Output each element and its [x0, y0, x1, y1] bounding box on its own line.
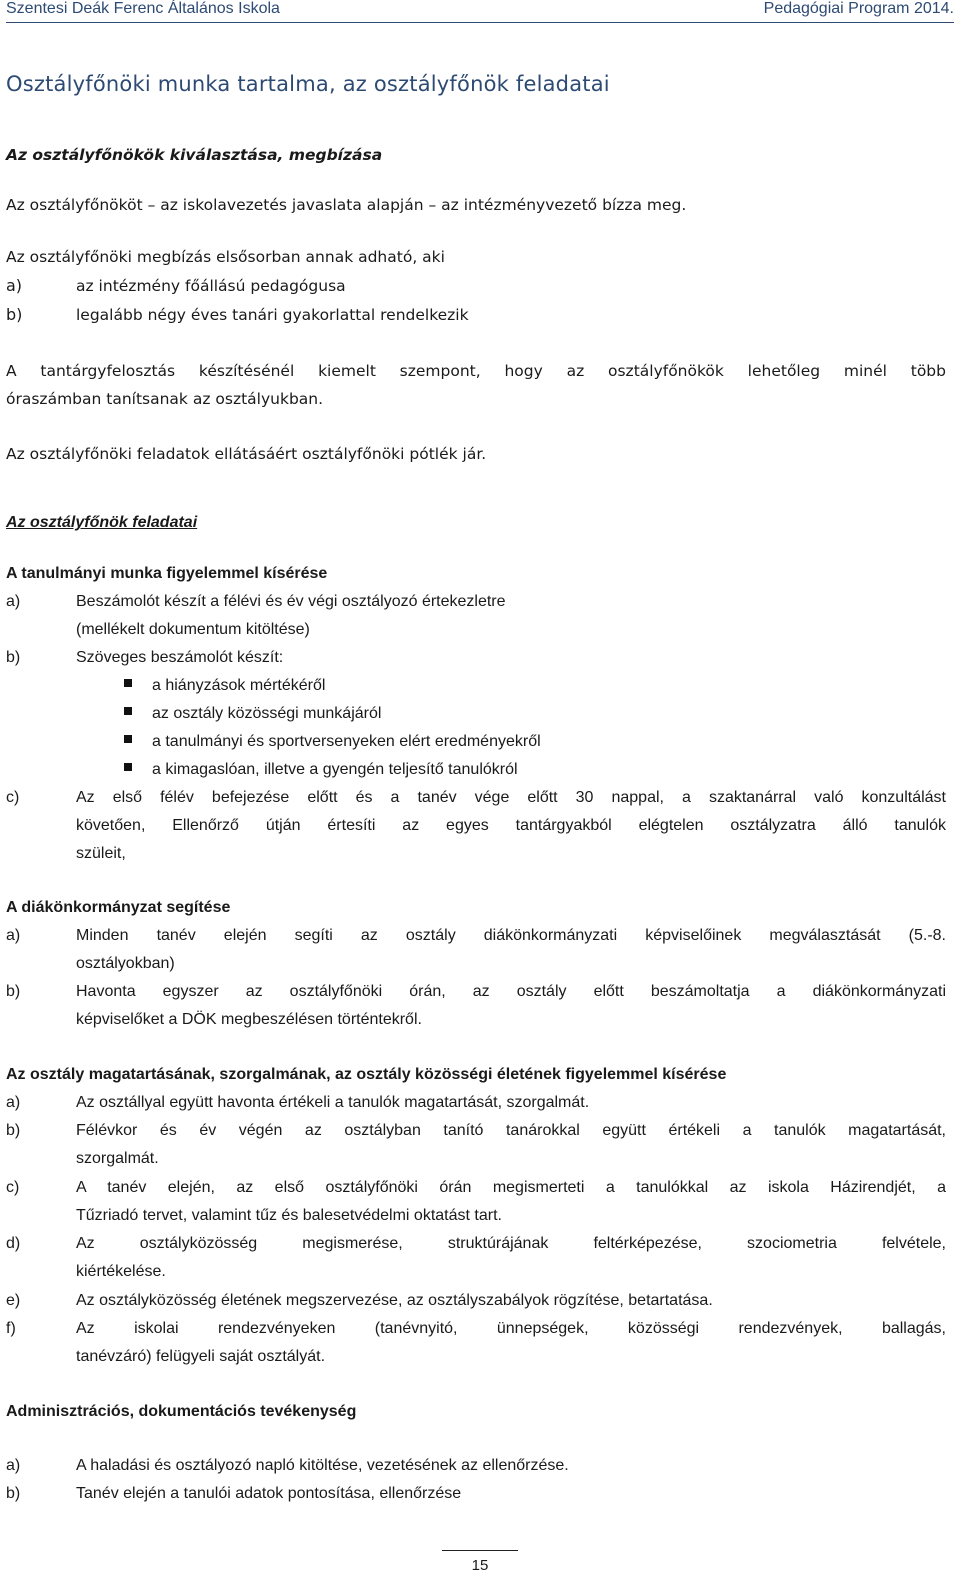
g2-b-label: b): [6, 983, 21, 1000]
g1-a-line-2: (mellékelt dokumentum kitöltése): [76, 621, 310, 638]
g3-b-label: b): [6, 1122, 21, 1139]
g4-b-label: b): [6, 1485, 21, 1502]
g2-b-line-2: képviselőket a DÖK megbeszélésen történtekről.: [76, 1011, 422, 1028]
s1-paragraph-2: Az osztályfőnöki megbízás elsősorban annak adható, aki: [6, 248, 445, 266]
g2-a-line-2: osztályokban): [76, 955, 175, 972]
g3-d-line-2: kiértékelése.: [76, 1263, 166, 1280]
g1-b-label: b): [6, 649, 21, 666]
g1-bullet-4: a kimagaslóan, illetve a gyengén teljesítő tanulókról: [152, 761, 518, 778]
g4-title: Adminisztrációs, dokumentációs tevékenység: [6, 1403, 357, 1420]
g4-b-text: Tanév elején a tanulói adatok pontosítása, ellenőrzése: [76, 1485, 462, 1502]
g3-c-line-2: Tűzriadó tervet, valamint tűz és balesetvédelmi oktatást tart.: [76, 1207, 502, 1224]
g3-f-line-1: Az iskolai rendezvényeken (tanévnyitó, ünnepségek, közösségi rendezvények, ballagás,: [76, 1320, 946, 1337]
g4-a-label: a): [6, 1457, 21, 1474]
s1-paragraph-3-line-1: A tantárgyfelosztás készítésénél kiemelt szempont, hogy az osztályfőnökök lehetőleg minél több: [6, 362, 946, 380]
s1-b-label: b): [6, 305, 23, 324]
g1-a-line-1: Beszámolót készít a félévi és év végi osztályozó értekezletre: [76, 593, 506, 610]
g2-title: A diákönkormányzat segítése: [6, 899, 231, 916]
s1-paragraph-3-line-2: óraszámban tanítsanak az osztályukban.: [6, 390, 324, 408]
g2-a-line-1: Minden tanév elején segíti az osztály diákönkormányzati képviselőinek megválasztását (5.-8.: [76, 927, 946, 944]
g3-b-line-1: Félévkor és év végén az osztályban tanító tanárokkal együtt értékeli a tanulók magatartását,: [76, 1122, 946, 1139]
g3-c-line-1: A tanév elején, az első osztályfőnöki órán megismerteti a tanulókkal az iskola Házirendjét, a: [76, 1179, 946, 1196]
school-name: Szentesi Deák Ferenc Általános Iskola: [6, 0, 280, 17]
square-bullet-icon: [124, 763, 132, 771]
s1-heading: Az osztályfőnökök kiválasztása, megbízása: [6, 146, 383, 164]
g1-c-line-2: követően, Ellenőrző útján értesíti az egyes tantárgyakból elégtelen osztályzatra álló tanulók: [76, 817, 946, 834]
s1-paragraph-1: Az osztályfőnököt – az iskolavezetés javaslata alapján – az intézményvezető bízza meg.: [6, 196, 687, 214]
square-bullet-icon: [124, 735, 132, 743]
square-bullet-icon: [124, 707, 132, 715]
page-number-text: 15: [442, 1550, 519, 1574]
s1-paragraph-4: Az osztályfőnöki feladatok ellátásáért osztályfőnöki pótlék jár.: [6, 445, 487, 463]
g2-b-line-1: Havonta egyszer az osztályfőnöki órán, az osztály előtt beszámoltatja a diákönkormányzati: [76, 983, 946, 1000]
program-title: Pedagógiai Program 2014.: [763, 0, 954, 17]
g1-bullet-3: a tanulmányi és sportversenyeken elért eredményekről: [152, 733, 541, 750]
g1-c-label: c): [6, 789, 20, 806]
g3-f-line-2: tanévzáró) felügyeli saját osztályát.: [76, 1348, 326, 1365]
g4-a-text: A haladási és osztályozó napló kitöltése, vezetésének az ellenőrzése.: [76, 1457, 569, 1474]
g3-d-line-1: Az osztályközösség megismerése, struktúrájának feltérképezése, szociometria felvétele,: [76, 1235, 946, 1252]
g3-f-label: f): [6, 1320, 16, 1337]
g1-bullet-1: a hiányzások mértékéről: [152, 677, 326, 694]
section-title: Osztályfőnöki munka tartalma, az osztályfőnök feladatai: [6, 72, 610, 96]
s1-a-text: az intézmény főállású pedagógusa: [76, 277, 346, 295]
g3-title: Az osztály magatartásának, szorgalmának, az osztály közösségi életének figyelemmel kísérése: [6, 1066, 727, 1083]
g1-title: A tanulmányi munka figyelemmel kísérése: [6, 565, 328, 582]
g2-a-label: a): [6, 927, 21, 944]
s2-heading: Az osztályfőnök feladatai: [6, 514, 198, 531]
g3-b-line-2: szorgalmát.: [76, 1150, 159, 1167]
g1-a-label: a): [6, 593, 21, 610]
g3-d-label: d): [6, 1235, 21, 1252]
g1-b-text: Szöveges beszámolót készít:: [76, 649, 284, 666]
square-bullet-icon: [124, 679, 132, 687]
page-number: [0, 1550, 960, 1574]
g3-a-text: Az osztállyal együtt havonta értékeli a tanulók magatartását, szorgalmát.: [76, 1094, 590, 1111]
g1-c-line-1: Az első félév befejezése előtt és a tanév vége előtt 30 nappal, a szaktanárral való konzultálást: [76, 789, 946, 806]
s1-a-label: a): [6, 276, 23, 295]
g3-e-label: e): [6, 1292, 21, 1309]
s1-b-text: legalább négy éves tanári gyakorlattal rendelkezik: [76, 306, 469, 324]
g1-c-line-3: szüleit,: [76, 845, 126, 862]
g3-a-label: a): [6, 1094, 21, 1111]
g3-c-label: c): [6, 1179, 20, 1196]
g3-e-text: Az osztályközösség életének megszervezése, az osztályszabályok rögzítése, betartatása.: [76, 1292, 713, 1309]
g1-bullet-2: az osztály közösségi munkájáról: [152, 705, 382, 722]
page-header: [6, 0, 954, 23]
